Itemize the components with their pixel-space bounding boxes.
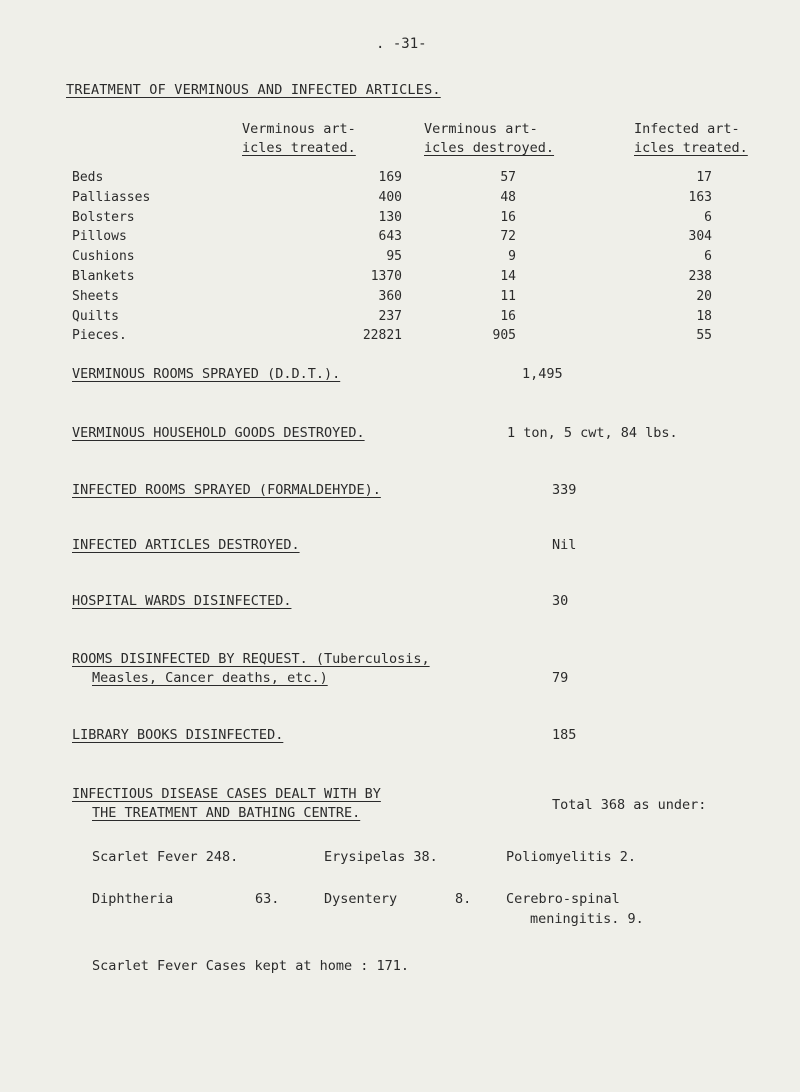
item-name: Blankets bbox=[72, 268, 135, 284]
infected-treated-value: 18 bbox=[696, 308, 712, 324]
verminous-treated-value: 400 bbox=[378, 189, 402, 205]
stat-label-library-books: LIBRARY BOOKS DISINFECTED. bbox=[72, 727, 284, 743]
stat-value-hospital-wards: 30 bbox=[552, 593, 569, 609]
infected-treated-value: 20 bbox=[696, 288, 712, 304]
infected-treated-value: 55 bbox=[696, 328, 712, 344]
infected-treated-value: 17 bbox=[696, 170, 712, 185]
infected-treated-value: 6 bbox=[704, 249, 712, 265]
disease-diphtheria-count: 63. bbox=[255, 891, 280, 907]
table-row bbox=[72, 269, 712, 289]
stat-value-infected-articles-destroyed: Nil bbox=[552, 537, 577, 553]
item-name: Pieces. bbox=[72, 328, 127, 344]
stat-value-rooms-by-request: 79 bbox=[552, 670, 569, 686]
table-row bbox=[72, 210, 712, 230]
item-name: Beds bbox=[72, 170, 104, 185]
disease-cerebro-spinal: Cerebro-spinal bbox=[506, 891, 620, 907]
verminous-destroyed-value: 72 bbox=[500, 229, 516, 245]
item-name: Quilts bbox=[72, 308, 119, 324]
stat-value-household-goods: 1 ton, 5 cwt, 84 lbs. bbox=[507, 425, 678, 441]
verminous-destroyed-value: 9 bbox=[508, 249, 516, 265]
disease-diphtheria-label: Diphtheria bbox=[92, 891, 174, 907]
articles-table bbox=[72, 170, 712, 348]
verminous-destroyed-value: 48 bbox=[500, 189, 516, 205]
infected-treated-value: 163 bbox=[688, 189, 712, 205]
disease-dysentery-label: Dysentery bbox=[324, 891, 398, 907]
verminous-treated-value: 360 bbox=[378, 288, 402, 304]
disease-total: Total 368 as under: bbox=[552, 797, 707, 813]
table-row bbox=[72, 170, 712, 190]
item-name: Bolsters bbox=[72, 209, 135, 225]
verminous-destroyed-value: 16 bbox=[500, 209, 516, 225]
column-header-verminous-treated: Verminous art- icles treated. bbox=[242, 121, 356, 156]
verminous-destroyed-value: 16 bbox=[500, 308, 516, 324]
verminous-destroyed-value: 905 bbox=[492, 328, 516, 344]
stat-label-hospital-wards: HOSPITAL WARDS DISINFECTED. bbox=[72, 593, 292, 609]
stat-label-rooms-by-request: ROOMS DISINFECTED BY REQUEST. (Tuberculosis, bbox=[72, 651, 430, 667]
stat-value-library-books: 185 bbox=[552, 727, 577, 743]
stat-label-infected-articles-destroyed: INFECTED ARTICLES DESTROYED. bbox=[72, 537, 300, 553]
page-number: . -31- bbox=[376, 36, 427, 52]
stat-value-rooms-sprayed-ddt: 1,495 bbox=[522, 366, 563, 382]
verminous-destroyed-value: 14 bbox=[500, 268, 516, 284]
scarlet-fever-home-cases: Scarlet Fever Cases kept at home : 171. bbox=[92, 958, 409, 974]
verminous-treated-value: 130 bbox=[378, 209, 402, 225]
verminous-treated-value: 237 bbox=[378, 308, 402, 324]
disease-section-label-line2: THE TREATMENT AND BATHING CENTRE. bbox=[92, 805, 361, 821]
item-name: Palliasses bbox=[72, 189, 151, 205]
infected-treated-value: 304 bbox=[688, 229, 712, 245]
table-row bbox=[72, 190, 712, 210]
item-name: Pillows bbox=[72, 229, 127, 245]
column-header-verminous-destroyed: Verminous art- icles destroyed. bbox=[424, 121, 555, 156]
disease-scarlet-fever: Scarlet Fever 248. bbox=[92, 849, 239, 865]
verminous-treated-value: 1370 bbox=[370, 268, 402, 284]
infected-treated-value: 6 bbox=[704, 209, 712, 225]
verminous-treated-value: 22821 bbox=[362, 328, 402, 344]
table-row bbox=[72, 309, 712, 329]
stat-label-household-goods: VERMINOUS HOUSEHOLD GOODS DESTROYED. bbox=[72, 425, 365, 441]
verminous-treated-value: 643 bbox=[378, 229, 402, 245]
stat-label-infected-rooms-sprayed: INFECTED ROOMS SPRAYED (FORMALDEHYDE). bbox=[72, 482, 381, 498]
infected-treated-value: 238 bbox=[688, 268, 712, 284]
item-name: Sheets bbox=[72, 288, 119, 304]
disease-meningitis: meningitis. 9. bbox=[530, 911, 644, 927]
disease-section-label: INFECTIOUS DISEASE CASES DEALT WITH BY bbox=[72, 786, 381, 802]
verminous-treated-value: 169 bbox=[378, 170, 402, 185]
stat-label-rooms-by-request-line2: Measles, Cancer deaths, etc.) bbox=[92, 670, 328, 686]
table-row bbox=[72, 229, 712, 249]
disease-poliomyelitis: Poliomyelitis 2. bbox=[506, 849, 637, 865]
disease-erysipelas: Erysipelas 38. bbox=[324, 849, 438, 865]
verminous-treated-value: 95 bbox=[386, 249, 402, 265]
stat-label-rooms-sprayed-ddt: VERMINOUS ROOMS SPRAYED (D.D.T.). bbox=[72, 366, 341, 382]
page-title: TREATMENT OF VERMINOUS AND INFECTED ARTICLES. bbox=[66, 82, 441, 98]
table-row bbox=[72, 328, 712, 348]
verminous-destroyed-value: 57 bbox=[500, 170, 516, 185]
table-row bbox=[72, 249, 712, 269]
stat-value-infected-rooms-sprayed: 339 bbox=[552, 482, 577, 498]
verminous-destroyed-value: 11 bbox=[500, 288, 516, 304]
column-header-infected-treated: Infected art- icles treated. bbox=[634, 121, 748, 156]
disease-dysentery-count: 8. bbox=[455, 891, 472, 907]
item-name: Cushions bbox=[72, 249, 135, 265]
table-row bbox=[72, 289, 712, 309]
